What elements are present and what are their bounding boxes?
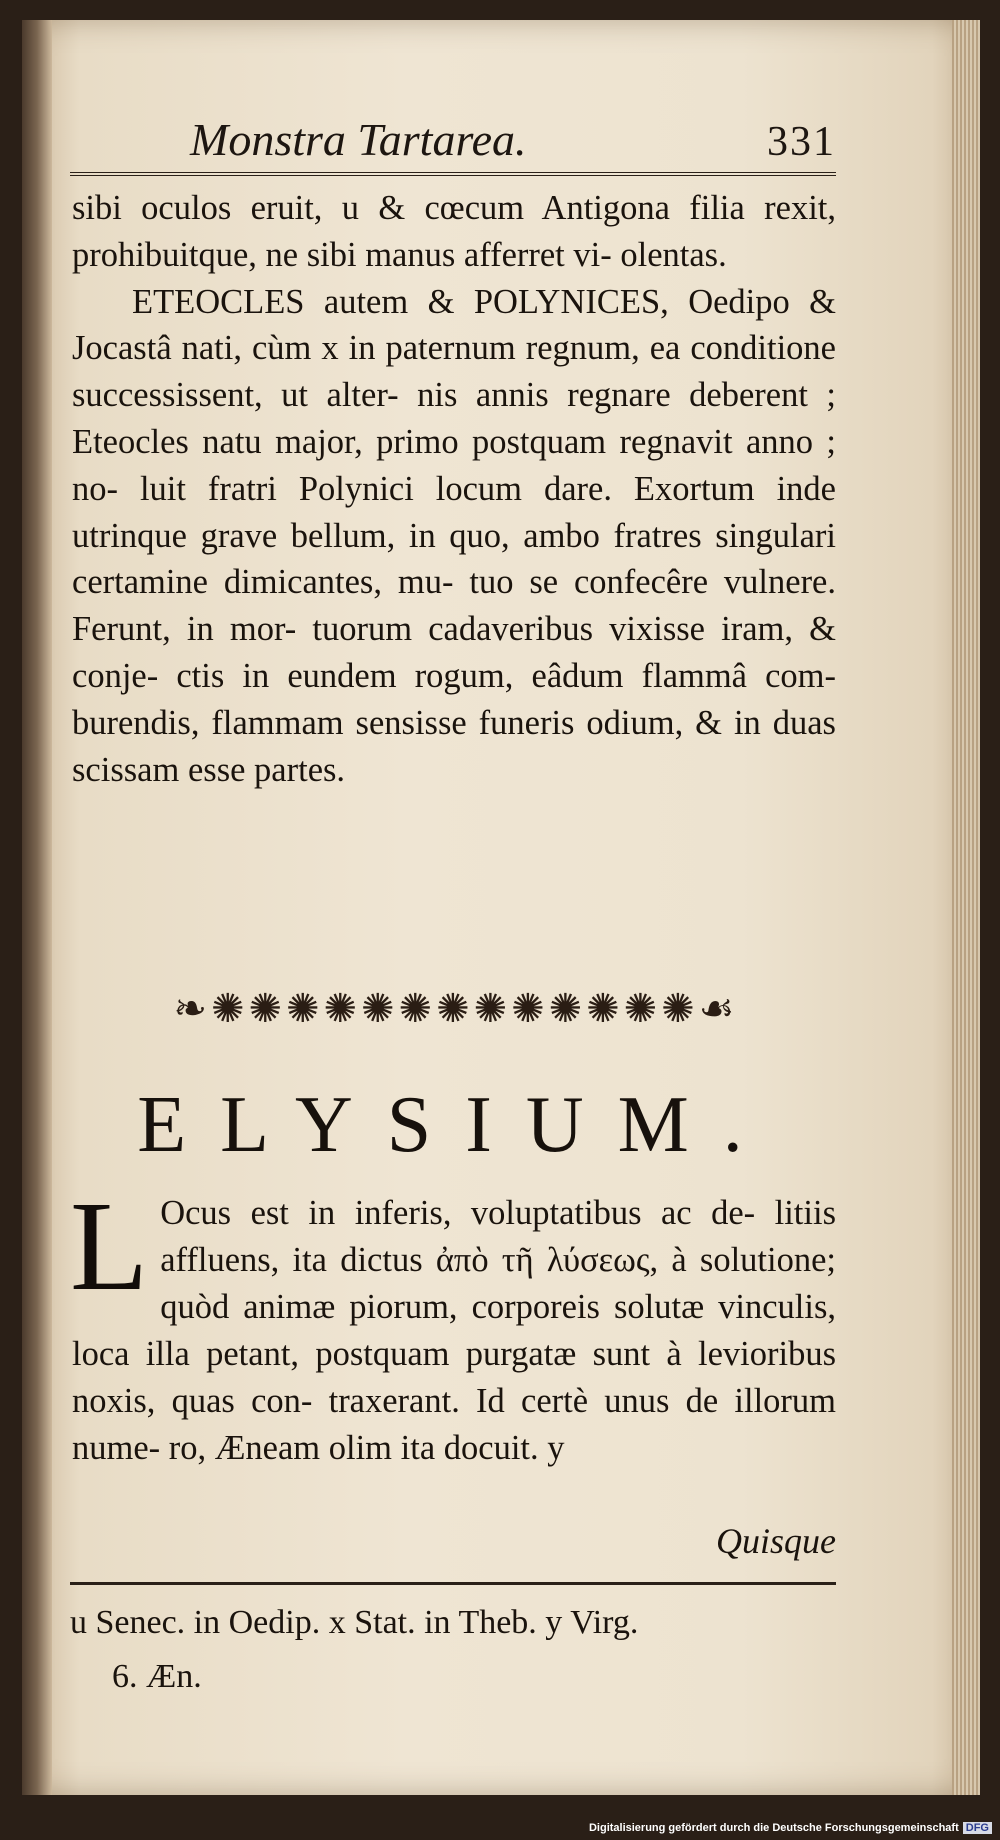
text-line: ETEOCLES autem & POLYNICES, — [132, 282, 669, 321]
binding-gutter — [22, 20, 52, 1795]
dfg-logo-badge: DFG — [963, 1822, 992, 1834]
page-edges — [952, 20, 980, 1795]
text-line: rexit, prohibuitque, ne sibi manus afferret vi- — [72, 189, 837, 274]
rosette-icon: ✺ — [361, 986, 395, 1031]
book-page — [22, 20, 980, 1795]
text-line: olentas. — [620, 235, 727, 274]
text-line: regnum, ea conditione successissent, ut alter- — [72, 329, 836, 415]
text-line: sibi oculos eruit, u & cœcum Antigona filia — [72, 189, 745, 227]
ornamental-divider — [74, 986, 834, 1032]
text-line: solutæ vinculis, loca illa petant, postquam — [72, 1288, 836, 1373]
digitization-notice — [589, 1822, 992, 1834]
section-paragraph — [70, 1175, 837, 1472]
page-number: 331 — [767, 119, 836, 165]
text-line: & in duas scissam esse partes. — [72, 703, 836, 789]
text-line: ctis in eundem rogum, eâdum flammâ com- — [176, 656, 837, 695]
fleuron-left-icon: ❧ — [173, 986, 207, 1031]
footnote-line: 6. Æn. — [112, 1658, 202, 1695]
rosette-icon: ✺ — [548, 986, 583, 1031]
footnote-line: u Senec. in Oedip. x Stat. in Theb. y Virg. — [70, 1604, 639, 1641]
fleuron-right-icon: ☙ — [698, 986, 735, 1031]
paragraph-2 — [72, 279, 836, 794]
drop-cap: L — [70, 1175, 149, 1317]
rosette-icon: ✺ — [323, 986, 358, 1031]
text-line: tuorum cadaveribus vixisse iram, & conje- — [72, 610, 837, 695]
text-line: Oedipo & Jocastâ nati, cùm x in paternum — [72, 282, 836, 368]
text-line: Ocus est in inferis, voluptatibus ac de- — [160, 1194, 756, 1232]
page-header — [70, 108, 836, 176]
text-line: tuo se confecêre vulnere. Ferunt, in mor- — [72, 563, 836, 649]
rosette-icon: ✺ — [210, 986, 245, 1031]
rosette-icon: ✺ — [473, 986, 508, 1031]
section-heading: ELYSIUM. — [137, 1081, 777, 1169]
text-line: fratres singulari certamine dimicantes, mu- — [72, 516, 836, 602]
text-line: luit fratri Polynici locum dare. Exortum — [139, 469, 755, 508]
rosette-icon: ✺ — [286, 986, 320, 1031]
rosette-icon: ✺ — [511, 986, 545, 1031]
text-line: nis annis regnare deberent ; Eteocles natu — [72, 376, 836, 461]
text-line: inde utrinque grave bellum, in quo, ambo — [72, 469, 836, 555]
rosette-icon: ✺ — [661, 986, 695, 1031]
rosette-icon: ✺ — [436, 986, 470, 1031]
rosette-icon: ✺ — [248, 986, 282, 1031]
text-line: major, primo postquam regnavit anno ; no- — [72, 422, 837, 508]
footnote-divider — [70, 1582, 836, 1585]
text-line: à solutione; quòd animæ piorum, corporeis — [160, 1241, 836, 1326]
paragraph-1 — [72, 185, 836, 279]
text-line: burendis, flammam sensisse funeris odium, — [72, 703, 684, 742]
catchword: Quisque — [716, 1521, 836, 1561]
text-line: purgatæ sunt à levioribus noxis, quas con- — [72, 1335, 837, 1420]
rosette-icon: ✺ — [398, 986, 433, 1031]
text-line: ro, Æneam olim ita docuit. y — [168, 1429, 565, 1467]
running-title: Monstra Tartarea. — [190, 114, 527, 165]
text-line: traxerant. Id certè unus de illorum nume- — [72, 1382, 837, 1467]
footnotes — [70, 1596, 836, 1704]
rosette-icon: ✺ — [586, 986, 620, 1031]
digitization-text: Digitalisierung gefördert durch die Deutsche Forschungsgemeinschaft — [588, 1822, 959, 1834]
text-line: litiis affluens, ita dictus ἀπὸ τῆ λύσεως, — [160, 1194, 836, 1279]
main-text — [72, 185, 836, 793]
rosette-icon: ✺ — [623, 986, 658, 1031]
